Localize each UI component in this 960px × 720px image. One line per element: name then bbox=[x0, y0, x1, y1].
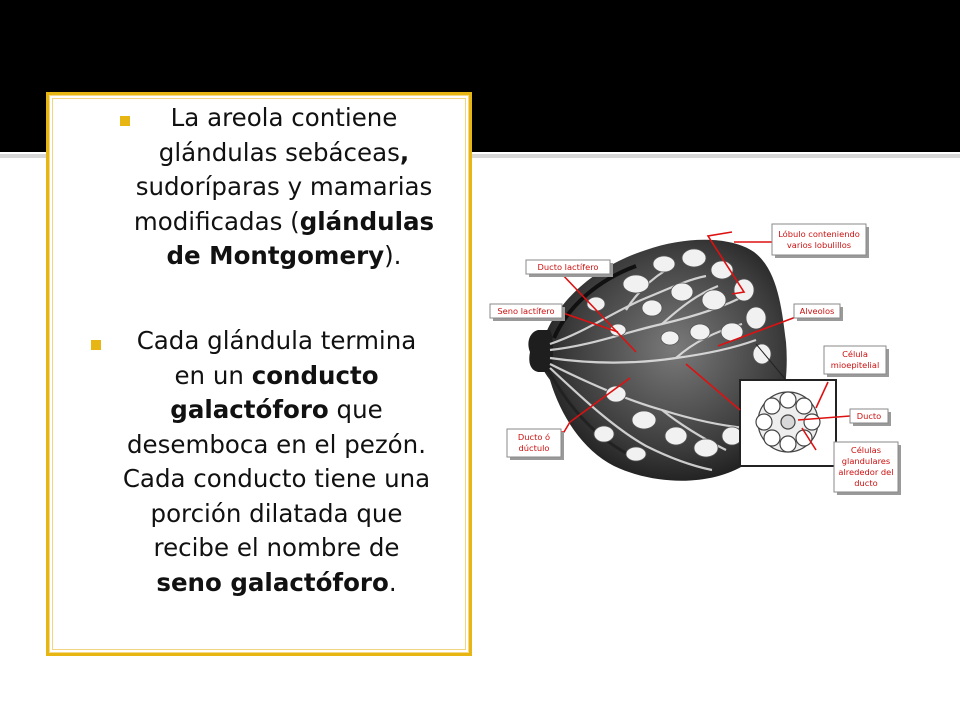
paragraph-line bbox=[109, 101, 459, 136]
paragraph-line bbox=[89, 531, 464, 566]
text-run: . bbox=[388, 567, 397, 597]
label-celula-line2: mioepitelial bbox=[830, 360, 880, 370]
paragraph-line bbox=[109, 239, 459, 274]
text-run: que bbox=[328, 395, 383, 424]
bold-text-run: de Montgomery bbox=[166, 241, 385, 270]
text-run: sudoríparas y mamarias bbox=[135, 172, 433, 201]
paragraph-line bbox=[89, 462, 464, 497]
label-alveolos bbox=[794, 304, 843, 321]
label-celula-mioepitelial bbox=[824, 346, 889, 377]
breast-anatomy-diagram bbox=[486, 214, 920, 506]
text-run: desemboca en el pezón. bbox=[127, 429, 426, 459]
bold-text-run: glándulas bbox=[299, 206, 435, 236]
label-ducto-lactifero bbox=[526, 260, 613, 277]
paragraph-line bbox=[89, 359, 464, 394]
text-run: ). bbox=[384, 241, 402, 270]
paragraph-line bbox=[109, 205, 459, 240]
label-lobulo bbox=[772, 224, 869, 258]
label-celulas-line3: alrededor del bbox=[838, 467, 894, 477]
bold-text-run: galactóforo bbox=[170, 395, 329, 424]
label-ducto-text: Ducto bbox=[856, 411, 882, 421]
text-run: recibe el nombre de bbox=[153, 533, 400, 562]
text-run: en un bbox=[174, 360, 252, 390]
bold-text-run: conducto bbox=[251, 360, 379, 390]
label-ductulo-line1: Ducto ó bbox=[517, 432, 551, 442]
text-run: porción dilatada que bbox=[150, 498, 403, 528]
text-run: glándulas sebáceas bbox=[158, 137, 400, 167]
label-seno-lactifero bbox=[490, 304, 565, 321]
bold-text-run: seno galactóforo bbox=[156, 567, 389, 597]
text-run: modificadas ( bbox=[133, 206, 300, 236]
label-lobulo-line2: varios lobulillos bbox=[786, 240, 852, 250]
paragraph-areola bbox=[109, 101, 459, 274]
label-ducto-ductulo bbox=[507, 429, 564, 460]
label-celulas-glandulares bbox=[834, 442, 901, 495]
paragraph-line bbox=[89, 393, 464, 428]
label-ducto-lactifero-text: Ducto lactífero bbox=[537, 262, 599, 272]
paragraph-glandula bbox=[89, 324, 464, 600]
paragraph-line bbox=[89, 497, 464, 532]
label-celulas-line4: ducto bbox=[854, 478, 878, 488]
label-celulas-line1: Células bbox=[850, 445, 882, 455]
label-celulas-line2: glandulares bbox=[841, 456, 891, 466]
paragraph-line bbox=[89, 566, 464, 601]
text-run: Cada glándula termina bbox=[136, 326, 417, 355]
paragraph-line bbox=[89, 324, 464, 359]
text-run: La areola contiene bbox=[170, 103, 398, 132]
label-ducto bbox=[850, 409, 891, 426]
text-panel bbox=[46, 92, 472, 656]
label-celula-line1: Célula bbox=[842, 349, 868, 359]
paragraph-line bbox=[109, 136, 459, 171]
label-ductulo-line2: dúctulo bbox=[518, 443, 550, 453]
label-alveolos-text: Alveolos bbox=[799, 306, 835, 316]
bold-text-run: , bbox=[399, 137, 410, 167]
label-seno-lactifero-text: Seno lactífero bbox=[497, 306, 555, 316]
text-run: Cada conducto tiene una bbox=[122, 464, 431, 493]
label-lobulo-line1: Lóbulo conteniendo bbox=[778, 229, 860, 239]
paragraph-line bbox=[109, 170, 459, 205]
paragraph-line bbox=[89, 428, 464, 463]
